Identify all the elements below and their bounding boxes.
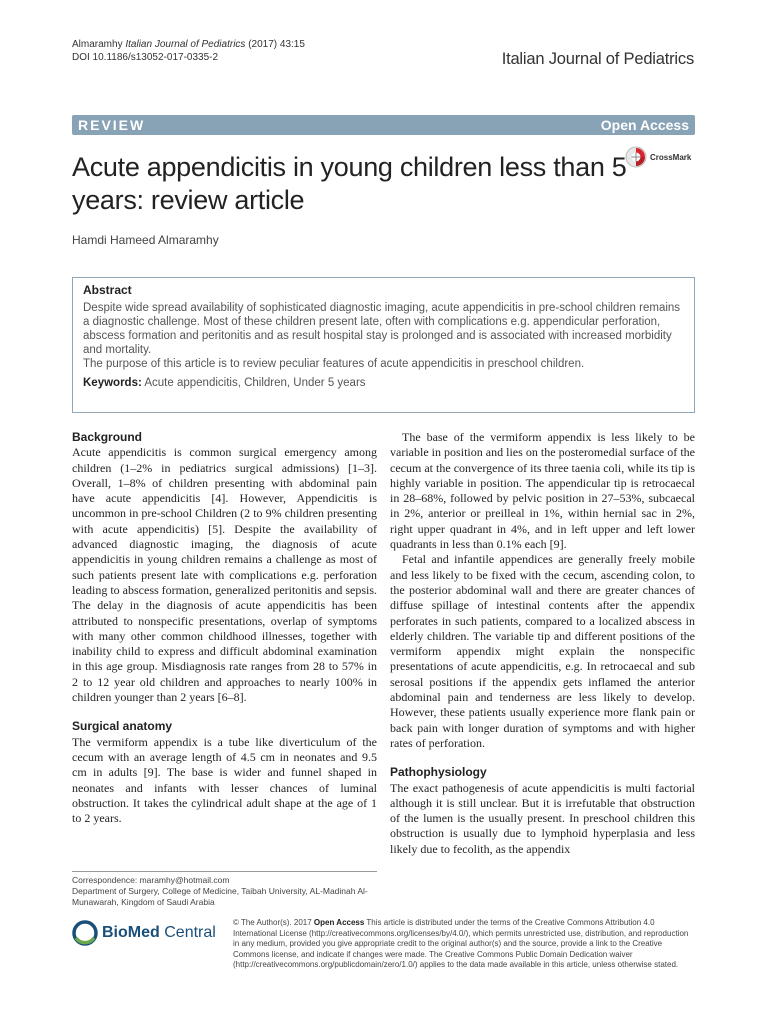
left-column (72, 430, 377, 826)
journal-name: Italian Journal of Pediatrics (501, 50, 694, 68)
doi-link[interactable]: DOI 10.1186/s13052-017-0335-2 (72, 52, 219, 63)
keywords-line (83, 376, 684, 390)
right-column (390, 430, 695, 857)
right-paragraph-1: The base of the vermiform appendix is less likely to be variable in position and lies on the posteromedial surface of the cecum at the convergence of its three taenia coli, while its tip is highly variable in position. The appendicular tip is retrocaecal in 28–68%, followed by pelvic position in 27–53%, subcaecal in 2%, anterior or preilleal in 1%, within hernial sac in 2%, right upper quadrant in 4%, and in left upper and left lower quadrants in less than 0.1% each [9]. (390, 430, 695, 552)
citation-author: Almaramhy (72, 39, 123, 50)
citation-line (72, 38, 305, 64)
keywords-value: Acute appendicitis, Children, Under 5 years (144, 377, 366, 389)
review-banner (72, 115, 695, 135)
affiliation-text: Department of Surgery, College of Medicine, Taibah University, AL-Madinah Al-Munawarah, Kingdom of Saudi Arabia (72, 886, 368, 907)
keywords-label: Keywords: (83, 377, 142, 389)
bmc-central: Central (164, 924, 216, 941)
open-access-label: Open Access (600, 117, 689, 133)
abstract-paragraph-2: The purpose of this article is to review peculiar features of acute appendicitis in preschool children. (83, 358, 585, 370)
crossmark-label: CrossMark (650, 152, 692, 162)
citation-journal: Italian Journal of Pediatrics (125, 39, 246, 50)
bmc-bio: BioMed (102, 924, 160, 941)
article-type-label: REVIEW (78, 117, 146, 133)
correspondence-footnote (72, 871, 377, 908)
right-paragraph-2: Fetal and infantile appendices are generally freely mobile and less likely to be fixed with the cecum, ascending colon, to the posterior abdominal wall and there are greater chances of diffuse spillage of intestinal contents after the appendix perforates in such patients, compared to a localized abscess in elderly children. The variable tip and different positions of the vermiform appendix might explain the nonspecific presentations of acute appendicitis, e.g. In retrocaecal and sub serosal positions if the appendix gets inflamed the anterior abdominal pain and tenderness are less likely to develop. However, these patients usually experience more flank pain or back pain with longer duration of symptoms and with higher rates of perforation. (390, 552, 695, 750)
background-paragraph: Acute appendicitis is common surgical emergency among children (1–2% in pediatrics surgical admissions) [1–3]. Overall, 1–8% of children presenting with abdominal pain have acute appendicitis [4]. However, Appendicitis is uncommon in pre-school Children (2 to 9% children presenting with acute appendicitis) [5]. Despite the availability of advanced diagnostic imaging, the diagnosis of acute appendicitis in young children remains a challenge as most of such patients present late with complications e.g. perforation leading to abscess formation, generalized peritonitis and sepsis. The delay in the diagnosis of acute appendicitis has been attributed to nonspecific presentations, overlap of symptoms with many other common childhood illnesses, together with inability child to express and difficult abdominal examination in this age group. Misdiagnosis rate ranges from 28 to 57% in 2 to 12 year old children and approaches to nearly 100% in children younger than 2 years [6–8]. (72, 445, 377, 705)
pathophysiology-heading: Pathophysiology (390, 765, 487, 780)
abstract-box (72, 277, 695, 413)
article-author: Hamdi Hameed Almaramhy (72, 233, 219, 247)
pathophysiology-paragraph: The exact pathogenesis of acute appendicitis is multi factorial although it is still unclear. But it is irrefutable that obstruction of the lumen is the usually present. In preschool children this obstruction is usually due to lymphoid hyperplasia and less likely due to fecolith, as the appendix (390, 780, 695, 856)
abstract-heading: Abstract (83, 283, 132, 297)
correspondence-email[interactable]: Correspondence: maramhy@hotmail.com (72, 875, 230, 885)
citation-volume: (2017) 43:15 (248, 39, 305, 50)
license-open-access: Open Access (313, 918, 365, 927)
license-body: This article is distributed under the terms of the Creative Commons Attribution 4.0 International License (http://creativecommons.org/licenses/by/4.0/), which permits unrestricted use, distribution, and reproduction in any medium, provided you give appropriate credit to the original author(s) and the source, provide a link to the Creative Commons license, and indicate if changes were made. The Creative Commons Public Domain Dedication waiver (http://creativecommons.org/publicdomain/zero/1.0/) applies to the data made available in this article, unless otherwise stated. (233, 918, 689, 969)
abstract-paragraph-1: Despite wide spread availability of sophisticated diagnostic imaging, acute appendicitis in pre-school children remains a diagnostic challenge. Most of these children present late, often with complications e.g. appendicular perforation, abscess formation and peritonitis and as result hospital stay is prolonged and is associated with increased morbidity and mortality. (83, 302, 681, 356)
biomed-central-logo (72, 920, 216, 946)
background-heading: Background (72, 430, 143, 444)
license-prefix: © The Author(s). 2017 (233, 918, 312, 927)
article-title: Acute appendicitis in young children less than 5 years: review article (72, 152, 627, 215)
anatomy-heading: Surgical anatomy (72, 719, 173, 734)
crossmark-icon (625, 146, 647, 168)
crossmark-badge[interactable] (625, 146, 691, 168)
anatomy-paragraph: The vermiform appendix is a tube like diverticulum of the cecum with an average length of 4.5 cm in neonates and 9.5 cm in adults [9]. The base is wider and funnel shaped in neonates and infants with lesser chances of luminal obstruction. It takes the cylindrical adult shape at the age of 1 to 2 years. (72, 734, 377, 826)
license-text (233, 918, 695, 971)
bmc-swoosh-icon (72, 920, 98, 946)
